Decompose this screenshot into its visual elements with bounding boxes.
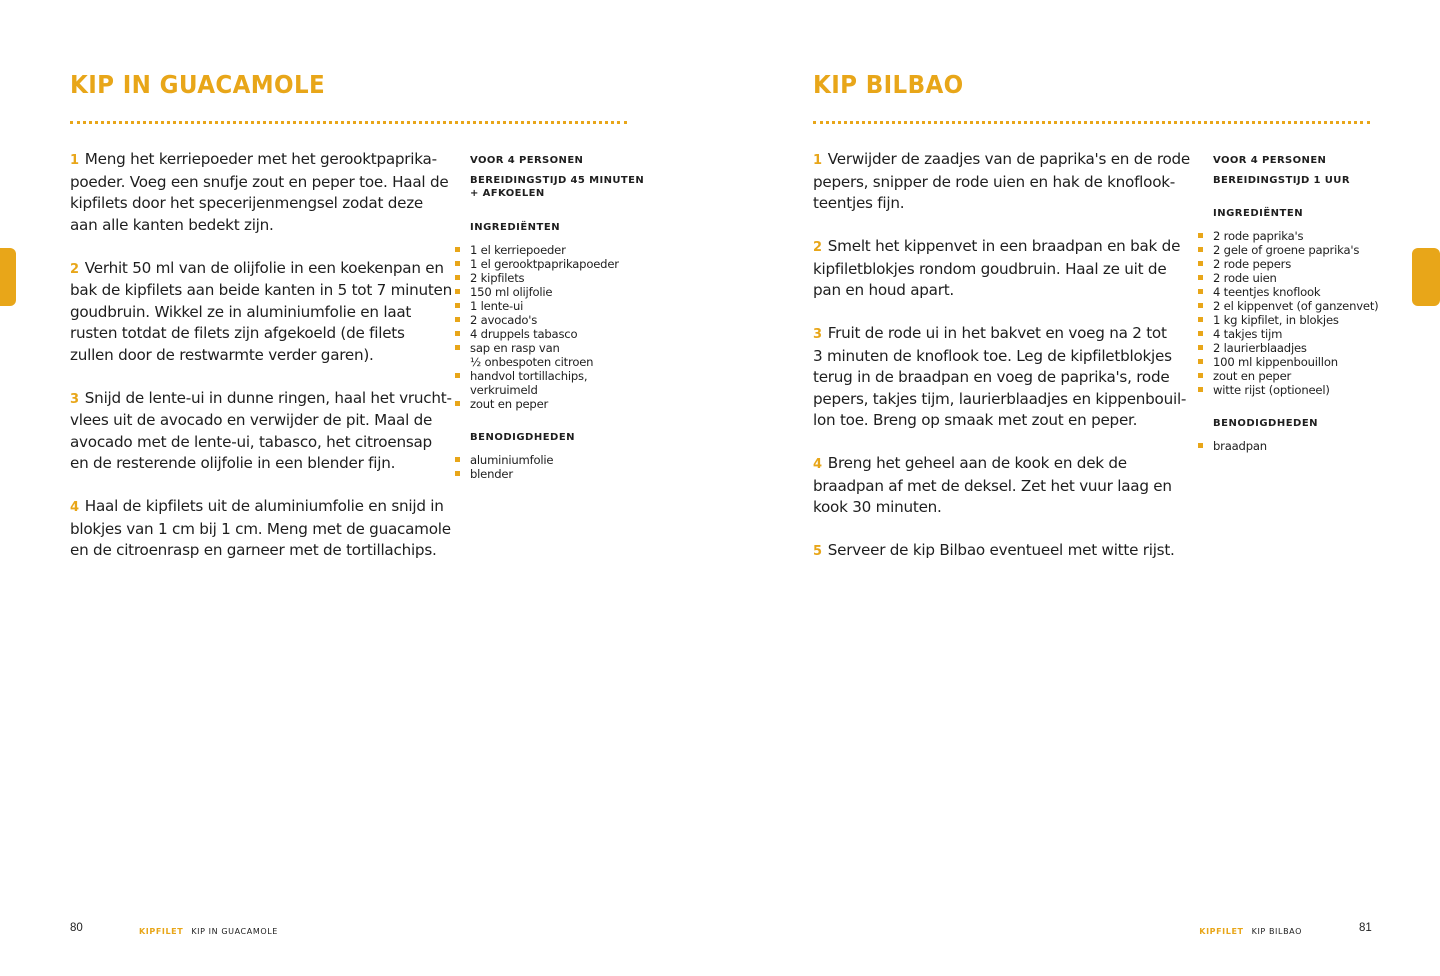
instructions bbox=[70, 149, 453, 583]
bullet-icon bbox=[1198, 247, 1203, 252]
instruction-step bbox=[70, 388, 452, 475]
list-item bbox=[1213, 439, 1388, 453]
time-line: BEREIDINGSTIJD 45 MINUTEN bbox=[470, 174, 645, 186]
ingredients-list bbox=[470, 243, 645, 411]
item-text: 2 el kippenvet (of ganzenvet) bbox=[1213, 299, 1379, 313]
list-item bbox=[1213, 257, 1388, 271]
list-item bbox=[1213, 327, 1388, 341]
instruction-step bbox=[813, 453, 1173, 519]
step-text-line bbox=[70, 410, 433, 432]
step-text-line bbox=[813, 236, 1181, 259]
bullet-icon bbox=[1198, 331, 1203, 336]
item-text: 2 gele of groene paprika's bbox=[1213, 243, 1360, 257]
bullet-icon bbox=[455, 303, 460, 308]
instruction-step bbox=[70, 258, 453, 367]
recipe-sidebar bbox=[470, 154, 645, 481]
list-item bbox=[1213, 271, 1388, 285]
step-text-line bbox=[70, 432, 430, 454]
list-item bbox=[1213, 341, 1388, 355]
step-text-line bbox=[813, 476, 1173, 498]
step-text: aan alle kanten bedekt zijn. bbox=[70, 215, 274, 234]
step-number: 4 bbox=[813, 457, 822, 472]
bullet-icon bbox=[455, 331, 460, 336]
instruction-step bbox=[813, 149, 1191, 215]
servings: VOOR 4 PERSONEN bbox=[470, 155, 584, 166]
item-text: 100 ml kippenbouillon bbox=[1213, 355, 1338, 369]
list-item bbox=[1213, 243, 1388, 257]
instruction-step bbox=[70, 149, 449, 236]
list-item bbox=[470, 341, 645, 369]
step-number: 3 bbox=[70, 391, 79, 407]
step-text-line bbox=[813, 172, 1176, 194]
item-text: 1 el kerriepoeder bbox=[470, 242, 566, 257]
instruction-step bbox=[813, 236, 1181, 302]
step-text: Verhit 50 ml van de olijfolie in een koekenpan en bbox=[84, 258, 444, 277]
ingredients-list bbox=[1213, 229, 1388, 397]
step-text: Smelt het kippenvet in een braadpan en bak de bbox=[827, 237, 1181, 255]
preparation-time bbox=[470, 174, 645, 201]
step-text: poeder. Voeg een snufje zout en peper toe. Haal de bbox=[70, 172, 449, 191]
step-text-line bbox=[70, 258, 444, 281]
step-text: en de citroenrasp en garneer met de tortillachips. bbox=[70, 541, 437, 559]
step-number: 3 bbox=[813, 327, 822, 342]
step-text: pepers, snipper de rode uien en hak de knoflook- bbox=[813, 172, 1176, 191]
bullet-icon bbox=[1198, 289, 1203, 294]
step-text: pan en houd apart. bbox=[813, 281, 954, 299]
list-item bbox=[470, 299, 645, 313]
right-page bbox=[720, 0, 1440, 976]
bullet-icon bbox=[1198, 275, 1203, 280]
time-line: + AFKOELEN bbox=[470, 188, 545, 199]
step-text-line bbox=[70, 215, 430, 237]
step-text: terug in de braadpan en voeg de paprika's, rode bbox=[813, 368, 1170, 386]
step-text-line bbox=[813, 453, 1173, 476]
bullet-icon bbox=[1198, 373, 1203, 378]
item-text: 2 rode paprika's bbox=[1213, 229, 1304, 243]
step-text-line bbox=[813, 497, 1173, 519]
step-text: Breng het geheel aan de kook en dek de bbox=[827, 454, 1127, 472]
step-text-line bbox=[70, 540, 437, 562]
item-text: braadpan bbox=[1213, 439, 1267, 453]
step-text-line bbox=[70, 388, 452, 411]
list-item bbox=[470, 397, 645, 411]
step-text: Meng het kerriepoeder met het gerooktpaprika- bbox=[84, 150, 437, 168]
bullet-icon bbox=[455, 471, 460, 476]
footer-section: KIPFILET bbox=[1199, 927, 1244, 936]
item-text: 2 rode uien bbox=[1213, 271, 1277, 285]
step-text-line bbox=[813, 346, 1173, 368]
step-text: lon toe. Breng op smaak met zout en peper. bbox=[813, 411, 1138, 429]
bullet-icon bbox=[455, 401, 460, 406]
step-text: goudbruin. Wikkel ze in aluminiumfolie en laat bbox=[70, 302, 412, 321]
step-text-line bbox=[70, 453, 430, 475]
step-text: blokjes van 1 cm bij 1 cm. Meng met de guacamole bbox=[70, 519, 451, 538]
bullet-icon bbox=[1198, 233, 1203, 238]
step-text: kipfiletblokjes rondom goudbruin. Haal ze uit de bbox=[813, 259, 1167, 278]
step-text-line bbox=[70, 302, 430, 324]
step-text: Fruit de rode ui in het bakvet en voeg na 2 tot bbox=[827, 324, 1167, 342]
item-text: 150 ml olijfolie bbox=[470, 284, 553, 299]
item-text: 4 teentjes knoflook bbox=[1213, 285, 1321, 299]
step-text-line bbox=[813, 323, 1173, 346]
step-text: kipfilets door het specerijenmengsel zodat deze bbox=[70, 194, 424, 212]
time-line: BEREIDINGSTIJD 1 UUR bbox=[1213, 174, 1350, 186]
bullet-icon bbox=[1198, 387, 1203, 392]
step-text: Serveer de kip Bilbao eventueel met witte rijst. bbox=[827, 541, 1175, 559]
step-text-line bbox=[70, 172, 449, 194]
step-text: Haal de kipfilets uit de aluminiumfolie en snijd in bbox=[84, 497, 444, 515]
item-text: verkruimeld bbox=[470, 382, 538, 397]
list-item bbox=[470, 327, 645, 341]
instruction-step bbox=[813, 323, 1187, 432]
step-text-line bbox=[813, 540, 1173, 563]
item-text: witte rijst (optioneel) bbox=[1213, 383, 1330, 397]
bullet-icon bbox=[455, 317, 460, 322]
bullet-icon bbox=[455, 261, 460, 266]
step-text: Verwijder de zaadjes van de paprika's en de rode bbox=[827, 150, 1191, 168]
item-text: 2 rode pepers bbox=[1213, 257, 1292, 271]
item-text: 1 kg kipfilet, in blokjes bbox=[1213, 313, 1339, 327]
list-item bbox=[470, 369, 645, 397]
ingredients-heading: INGREDIËNTEN bbox=[1213, 208, 1304, 219]
list-item bbox=[1213, 285, 1388, 299]
bullet-icon bbox=[455, 345, 460, 350]
list-item bbox=[1213, 369, 1388, 383]
item-text: sap en rasp van bbox=[470, 340, 560, 355]
step-text-line bbox=[70, 323, 430, 345]
instructions bbox=[813, 149, 1191, 584]
running-footer bbox=[1199, 924, 1302, 937]
item-text: 2 kipfilets bbox=[470, 270, 525, 285]
item-text: zout en peper bbox=[470, 396, 549, 411]
bullet-icon bbox=[1198, 443, 1203, 448]
equipment-list bbox=[470, 453, 645, 481]
step-text: kook 30 minuten. bbox=[813, 498, 942, 516]
step-text: rusten totdat de filets zijn afgekoeld (de filets bbox=[70, 324, 405, 342]
chapter-tab bbox=[0, 248, 16, 306]
step-text-line bbox=[70, 149, 437, 172]
step-text: teentjes fijn. bbox=[813, 194, 905, 212]
list-item bbox=[1213, 313, 1388, 327]
ingredients-heading: INGREDIËNTEN bbox=[470, 221, 561, 233]
list-item bbox=[470, 271, 645, 285]
step-text-line bbox=[813, 280, 1173, 302]
item-text: ½ onbespoten citroen bbox=[470, 354, 594, 369]
servings: VOOR 4 PERSONEN bbox=[1213, 155, 1327, 166]
step-number: 2 bbox=[813, 240, 822, 255]
item-text: 2 avocado's bbox=[470, 312, 538, 327]
item-text: 2 laurierblaadjes bbox=[1213, 341, 1307, 355]
step-text-line bbox=[70, 496, 444, 519]
footer-section: KIPFILET bbox=[139, 927, 184, 936]
step-text: en de resterende olijfolie in een blender fijn. bbox=[70, 454, 396, 472]
step-text-line bbox=[70, 519, 451, 541]
bullet-icon bbox=[455, 457, 460, 462]
preparation-time bbox=[1213, 174, 1388, 188]
item-text: aluminiumfolie bbox=[470, 452, 554, 467]
step-text: zullen door de restwarmte verder garen). bbox=[70, 345, 374, 364]
item-text: 1 lente-ui bbox=[470, 298, 524, 313]
step-number: 5 bbox=[813, 544, 822, 559]
step-number: 4 bbox=[70, 500, 79, 515]
footer-recipe: KIP BILBAO bbox=[1251, 927, 1302, 936]
step-text: Snijd de lente-ui in dunne ringen, haal het vrucht- bbox=[84, 388, 452, 407]
list-item bbox=[470, 285, 645, 299]
list-item bbox=[1213, 355, 1388, 369]
step-text: 3 minuten de knoflook toe. Leg de kipfiletblokjes bbox=[813, 346, 1172, 365]
step-text-line bbox=[70, 280, 453, 302]
list-item bbox=[470, 453, 645, 467]
step-text-line bbox=[813, 149, 1191, 172]
recipe-sidebar bbox=[1213, 154, 1388, 453]
bullet-icon bbox=[455, 275, 460, 280]
bullet-icon bbox=[1198, 359, 1203, 364]
step-number: 1 bbox=[70, 153, 79, 168]
step-text-line bbox=[70, 345, 430, 367]
list-item bbox=[470, 243, 645, 257]
bullet-icon bbox=[1198, 317, 1203, 322]
bullet-icon bbox=[455, 289, 460, 294]
list-item bbox=[470, 257, 645, 271]
item-text: 4 druppels tabasco bbox=[470, 326, 578, 341]
instruction-step bbox=[813, 540, 1173, 563]
list-item bbox=[1213, 229, 1388, 243]
dotted-divider bbox=[813, 121, 1370, 124]
running-footer bbox=[139, 924, 278, 937]
step-text: vlees uit de avocado en verwijder de pit. Maal de bbox=[70, 411, 433, 429]
item-text: blender bbox=[470, 466, 513, 481]
step-text: pepers, takjes tijm, laurierblaadjes en kippenbouil- bbox=[813, 389, 1187, 408]
step-number: 2 bbox=[70, 261, 79, 277]
recipe-title: KIP IN GUACAMOLE bbox=[70, 70, 326, 99]
step-text: bak de kipfilets aan beide kanten in 5 tot 7 minuten bbox=[70, 281, 453, 299]
step-text-line bbox=[813, 389, 1187, 411]
step-number: 1 bbox=[813, 153, 822, 168]
bullet-icon bbox=[455, 247, 460, 252]
instruction-step bbox=[70, 496, 451, 562]
bullet-icon bbox=[1198, 261, 1203, 266]
equipment-heading: BENODIGDHEDEN bbox=[470, 431, 576, 443]
bullet-icon bbox=[1198, 345, 1203, 350]
step-text-line bbox=[813, 410, 1173, 432]
step-text-line bbox=[813, 193, 1173, 215]
step-text-line bbox=[813, 259, 1173, 281]
item-text: 4 takjes tijm bbox=[1213, 327, 1283, 341]
step-text: braadpan af met de deksel. Zet het vuur laag en bbox=[813, 476, 1172, 495]
list-item bbox=[1213, 299, 1388, 313]
list-item bbox=[470, 467, 645, 481]
chapter-tab bbox=[1412, 248, 1440, 306]
item-text: handvol tortillachips, bbox=[470, 368, 588, 383]
list-item bbox=[470, 313, 645, 327]
equipment-list bbox=[1213, 439, 1388, 453]
recipe-title: KIP BILBAO bbox=[813, 70, 964, 99]
equipment-heading: BENODIGDHEDEN bbox=[1213, 418, 1319, 429]
list-item bbox=[1213, 383, 1388, 397]
bullet-icon bbox=[455, 373, 460, 378]
page-number: 81 bbox=[1359, 922, 1372, 934]
step-text-line bbox=[813, 367, 1173, 389]
step-text: avocado met de lente-ui, tabasco, het citroensap bbox=[70, 432, 432, 451]
dotted-divider bbox=[70, 121, 627, 124]
step-text-line bbox=[70, 193, 430, 215]
page-number: 80 bbox=[70, 922, 83, 934]
item-text: zout en peper bbox=[1213, 369, 1292, 383]
bullet-icon bbox=[1198, 303, 1203, 308]
item-text: 1 el gerooktpaprikapoeder bbox=[470, 256, 619, 271]
footer-recipe: KIP IN GUACAMOLE bbox=[191, 927, 278, 936]
